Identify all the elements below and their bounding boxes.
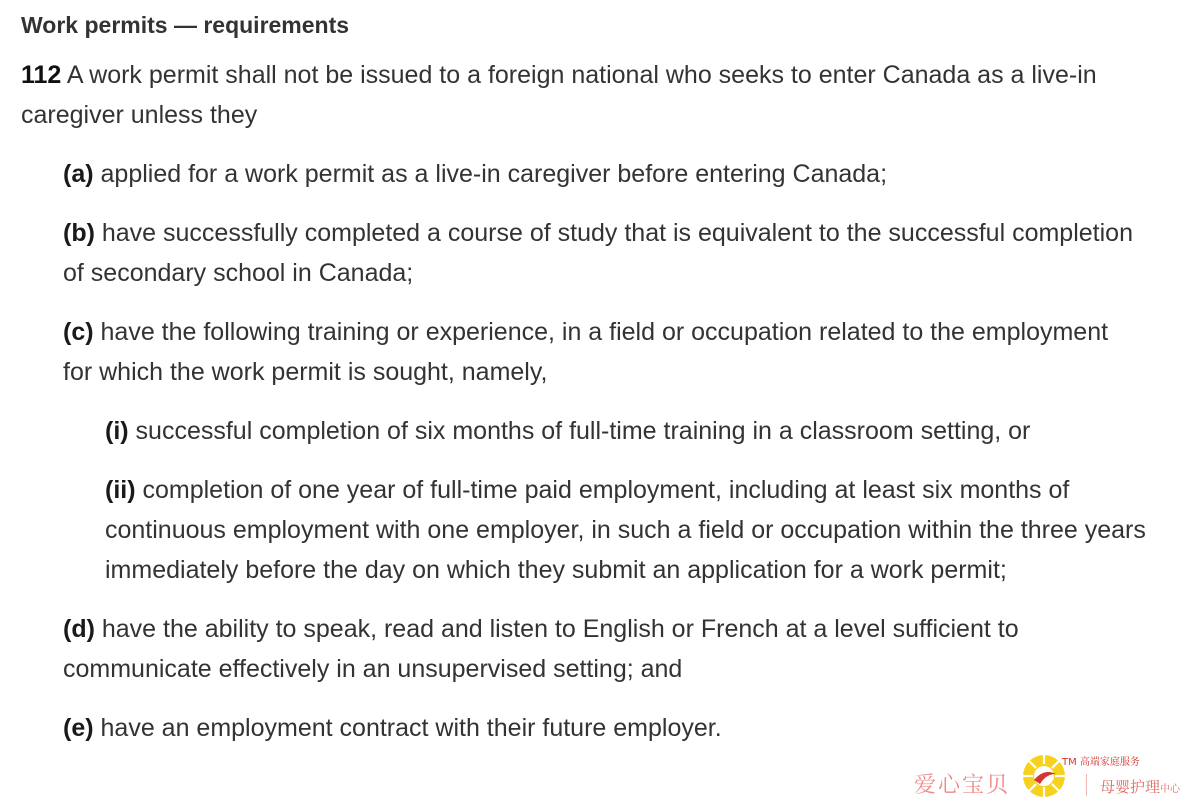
paragraph-a-text: applied for a work permit as a live-in caregiver before entering Canada; xyxy=(93,160,888,188)
subparagraph-c-i xyxy=(105,411,1175,451)
watermark-left-text: 爱心宝贝 xyxy=(914,773,1011,798)
subparagraph-c-i-text: successful completion of six months of full-time training in a classroom setting, or xyxy=(128,417,1031,445)
paragraph-c-text: have the following training or experience, in a field or occupation related to the employment for which the work permit is sought, namely, xyxy=(63,318,1109,386)
watermark-tm-text: TM 高端家庭服务 xyxy=(1062,757,1140,768)
subparagraph-c-i-label: (i) xyxy=(105,417,129,445)
paragraph-a-label: (a) xyxy=(63,160,94,188)
paragraph-b-text: have successfully completed a course of study that is equivalent to the successful completion of secondary school in Canada; xyxy=(63,219,1133,287)
section-heading: Work permits — requirements xyxy=(21,12,350,38)
subparagraph-c-ii xyxy=(105,470,1165,590)
document-body xyxy=(21,9,1181,748)
paragraph-b xyxy=(63,213,1133,293)
watermark-right-text xyxy=(1100,776,1180,797)
paragraph-d xyxy=(63,609,1143,689)
subparagraph-c-ii-label: (ii) xyxy=(105,476,136,504)
section-number: 112 xyxy=(21,61,62,89)
watermark-right-small: 中心 xyxy=(1160,784,1181,795)
section-112-intro xyxy=(21,55,1161,135)
paragraph-b-label: (b) xyxy=(63,219,95,247)
watermark-divider xyxy=(1086,774,1087,796)
paragraph-a xyxy=(63,154,1063,194)
paragraph-c xyxy=(63,312,1133,392)
section-intro-text: A work permit shall not be issued to a foreign national who seeks to enter Canada as a live-in caregiver unless they xyxy=(21,61,1097,129)
paragraph-e xyxy=(63,708,963,748)
paragraph-d-text: have the ability to speak, read and listen to English or French at a level sufficient to communicate effectively in an unsupervised setting; and xyxy=(63,615,1019,683)
watermark-right-main: 母婴护理 xyxy=(1100,778,1161,796)
paragraph-d-label: (d) xyxy=(63,615,95,643)
paragraph-e-text: have an employment contract with their future employer. xyxy=(93,714,722,742)
paragraph-c-label: (c) xyxy=(63,318,94,346)
sun-logo-icon xyxy=(1020,752,1068,800)
watermark-logo xyxy=(910,752,1200,802)
subparagraph-c-ii-text: completion of one year of full-time paid employment, including at least six months of continuous employment with one employer, in such a field or occupation within the three years immediately before the day on which they submit an application for a work permit; xyxy=(105,476,1146,584)
paragraph-e-label: (e) xyxy=(63,714,94,742)
